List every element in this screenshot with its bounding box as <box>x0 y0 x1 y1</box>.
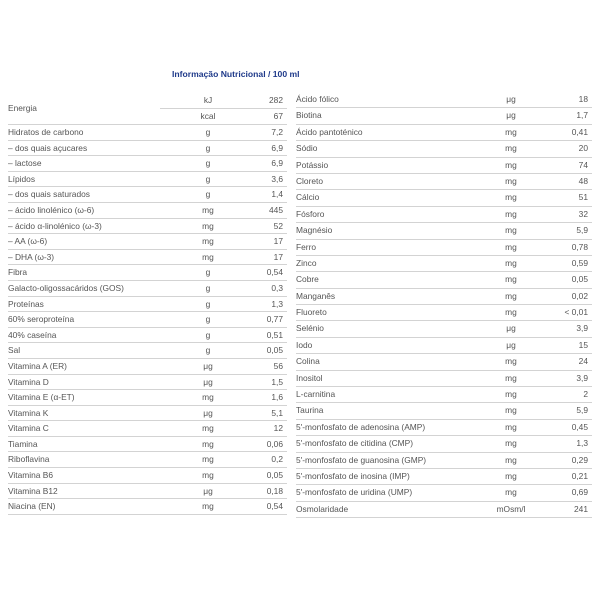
nutrient-name: Inositol <box>296 372 323 383</box>
nutrient-unit: mg <box>202 501 214 512</box>
nutrient-unit: mg <box>505 143 517 154</box>
nutrient-name: Vitamina C <box>8 423 49 434</box>
table-row <box>296 223 592 239</box>
nutrient-name: Osmolaridade <box>296 503 349 514</box>
nutrient-unit: mg <box>505 126 517 137</box>
nutrient-name: Vitamina D <box>8 376 49 387</box>
table-row <box>296 420 592 436</box>
table-row <box>8 219 287 235</box>
nutrient-value: 0,05 <box>266 345 283 356</box>
nutrient-unit: mg <box>202 236 214 247</box>
nutrient-value: 0,2 <box>271 454 283 465</box>
nutrient-unit: mg <box>505 372 517 383</box>
nutrient-unit: mg <box>505 257 517 268</box>
nutrient-value: 0,29 <box>571 454 588 465</box>
nutrient-unit: mg <box>202 392 214 403</box>
nutrient-value: 0,59 <box>571 257 588 268</box>
nutrient-name: Manganês <box>296 290 336 301</box>
nutrient-value: 3,9 <box>576 323 588 334</box>
nutrient-value: 1,3 <box>576 438 588 449</box>
nutrient-value: 0,51 <box>266 329 283 340</box>
nutrient-unit: mg <box>202 204 214 215</box>
nutrient-value: 1,7 <box>576 110 588 121</box>
nutrient-name: Proteínas <box>8 298 44 309</box>
nutrient-unit: g <box>205 329 211 340</box>
table-row <box>8 265 287 281</box>
nutrient-unit: g <box>205 142 211 153</box>
nutrient-name: – AA (ω-6) <box>8 236 48 247</box>
nutrient-value: 0,77 <box>266 314 283 325</box>
nutrient-unit: μg <box>506 323 516 334</box>
table-row <box>296 403 592 419</box>
nutrient-value: 3,9 <box>576 372 588 383</box>
nutrient-name: Colina <box>296 356 320 367</box>
energy-kcal-value: 67 <box>273 111 283 121</box>
nutrient-unit: mg <box>505 208 517 219</box>
nutrient-value: 0,21 <box>571 470 588 481</box>
nutrient-unit: μg <box>203 376 213 387</box>
nutrient-name: – lactose <box>8 158 42 169</box>
nutrient-name: Vitamina K <box>8 407 49 418</box>
nutrient-name: Vitamina E (α-ET) <box>8 392 75 403</box>
nutrient-value: 18 <box>578 94 588 104</box>
nutrient-value: 0,06 <box>266 438 283 449</box>
table-row <box>8 452 287 468</box>
table-row <box>296 354 592 370</box>
nutrient-value: 56 <box>273 360 283 371</box>
table-row <box>296 371 592 387</box>
nutrient-value: 48 <box>578 175 588 186</box>
nutrient-name: 5'-monfosfato de citidina (CMP) <box>296 438 414 449</box>
nutrient-value: 17 <box>273 251 283 262</box>
nutrient-value: 0,54 <box>266 501 283 512</box>
nutrient-value: 445 <box>269 204 283 215</box>
table-row <box>296 207 592 223</box>
nutrient-value: 6,9 <box>271 158 283 169</box>
nutrient-unit: g <box>205 173 211 184</box>
table-row <box>296 256 592 272</box>
table-row <box>8 328 287 344</box>
nutrient-value: 3,6 <box>271 173 283 184</box>
nutrient-value: 1,6 <box>271 392 283 403</box>
table-row <box>296 289 592 305</box>
nutrient-name: Riboflavina <box>8 454 50 465</box>
table-title: Informação Nutricional / 100 ml <box>172 69 300 79</box>
nutrient-unit: g <box>205 314 211 325</box>
nutrient-name: – DHA (ω-3) <box>8 251 55 262</box>
nutrient-unit: mOsm/l <box>496 503 526 514</box>
nutrient-name: Cálcio <box>296 192 320 203</box>
table-row <box>296 502 592 518</box>
nutrient-value: 5,1 <box>271 407 283 418</box>
nutrient-unit: mg <box>505 290 517 301</box>
table-row <box>8 234 287 250</box>
nutrient-name: Tiamina <box>8 438 38 449</box>
table-row <box>8 187 287 203</box>
nutrient-name: Selénio <box>296 323 324 334</box>
nutrient-value: 0,69 <box>571 487 588 498</box>
table-row <box>8 203 287 219</box>
nutrient-value: 17 <box>273 236 283 247</box>
nutrient-unit: g <box>205 267 211 278</box>
nutrient-name: 5'-monfosfato de inosina (IMP) <box>296 470 410 481</box>
table-row <box>296 92 592 108</box>
table-row <box>296 485 592 501</box>
nutrient-value: 6,9 <box>271 142 283 153</box>
table-row <box>296 387 592 403</box>
nutrient-name: Zinco <box>296 257 317 268</box>
nutrient-unit: mg <box>505 241 517 252</box>
nutrient-name: Biotina <box>296 110 322 121</box>
nutrient-unit: mg <box>202 220 214 231</box>
energy-kj-unit: kJ <box>203 95 213 105</box>
nutrient-value: 0,45 <box>571 421 588 432</box>
nutrient-name: Sal <box>8 345 21 356</box>
table-row <box>296 125 592 141</box>
nutrient-name: – dos quais saturados <box>8 189 90 200</box>
nutrient-unit: g <box>205 298 211 309</box>
nutrient-unit: mg <box>202 454 214 465</box>
nutrient-name: Lípidos <box>8 173 36 184</box>
table-row <box>296 174 592 190</box>
nutrient-name: 5'-monfosfato de guanosina (GMP) <box>296 454 427 465</box>
nutrient-unit: mg <box>505 454 517 465</box>
nutrient-value: 5,9 <box>576 225 588 236</box>
nutrient-unit: g <box>205 189 211 200</box>
nutrient-name: Hidratos de carbono <box>8 127 84 137</box>
nutrient-unit: mg <box>505 192 517 203</box>
nutrient-name: Vitamina A (ER) <box>8 360 67 371</box>
nutrient-name: Vitamina B6 <box>8 470 54 481</box>
nutrient-name: Iodo <box>296 339 313 350</box>
nutrient-value: 1,3 <box>271 298 283 309</box>
nutrient-name: Taurina <box>296 405 324 416</box>
nutrient-name: Cobre <box>296 274 319 285</box>
nutrient-unit: μg <box>203 407 213 418</box>
nutrient-unit: mg <box>505 389 517 400</box>
nutrient-name: – ácido α-linolénico (ω-3) <box>8 220 102 231</box>
nutrient-value: 0,02 <box>571 290 588 301</box>
nutrient-value: 0,78 <box>571 241 588 252</box>
table-row <box>296 321 592 337</box>
table-row <box>8 250 287 266</box>
nutrient-value: 74 <box>578 159 588 170</box>
nutrient-name: L-carnitina <box>296 389 336 400</box>
table-row <box>8 359 287 375</box>
energy-kj-row <box>160 92 287 109</box>
nutrient-unit: mg <box>505 274 517 285</box>
nutrient-unit: mg <box>505 307 517 318</box>
nutrient-unit: μg <box>506 94 516 104</box>
table-row <box>8 390 287 406</box>
table-row <box>296 108 592 124</box>
nutrient-name: Ferro <box>296 241 317 252</box>
nutrient-name: Galacto-oligossacáridos (GOS) <box>8 282 124 293</box>
nutrient-unit: g <box>205 158 211 169</box>
table-row <box>8 125 287 141</box>
nutrient-name: Ácido fólico <box>296 94 339 104</box>
nutrition-table-right <box>296 92 592 518</box>
table-row <box>8 421 287 437</box>
table-row <box>296 436 592 452</box>
nutrient-value: 12 <box>273 423 283 434</box>
table-row <box>8 468 287 484</box>
nutrient-unit: μg <box>203 485 213 496</box>
table-row <box>296 469 592 485</box>
nutrient-value: 32 <box>578 208 588 219</box>
nutrient-unit: g <box>205 345 211 356</box>
nutrient-unit: g <box>205 282 211 293</box>
table-row <box>8 312 287 328</box>
energy-label: Energia <box>8 103 37 113</box>
nutrient-unit: mg <box>505 487 517 498</box>
nutrient-value: 51 <box>578 192 588 203</box>
nutrient-unit: mg <box>202 470 214 481</box>
nutrient-name: Niacina (EN) <box>8 501 56 512</box>
table-row <box>8 141 287 157</box>
energy-kcal-unit: kcal <box>200 111 216 121</box>
table-row <box>8 297 287 313</box>
nutrient-value: 15 <box>578 339 588 350</box>
nutrient-unit: mg <box>505 405 517 416</box>
nutrient-name: Fósforo <box>296 208 325 219</box>
table-row <box>296 338 592 354</box>
nutrient-name: 5'-monfosfato de uridina (UMP) <box>296 487 413 498</box>
table-row <box>8 375 287 391</box>
nutrient-name: 60% seroproteína <box>8 314 75 325</box>
table-row <box>8 172 287 188</box>
table-row <box>296 240 592 256</box>
nutrient-name: Fluoreto <box>296 307 327 318</box>
nutrient-unit: mg <box>505 356 517 367</box>
nutrient-name: Ácido pantoténico <box>296 126 363 137</box>
nutrient-value: 2 <box>583 389 588 400</box>
nutrient-name: 40% caseína <box>8 329 57 340</box>
nutrient-value: 0,3 <box>271 282 283 293</box>
table-row <box>296 158 592 174</box>
energy-kcal-row <box>160 108 287 124</box>
nutrient-unit: mg <box>505 438 517 449</box>
table-row <box>8 343 287 359</box>
nutrient-unit: mg <box>202 251 214 262</box>
nutrient-unit: mg <box>202 423 214 434</box>
nutrient-name: Sódio <box>296 143 318 154</box>
nutrient-value: 1,5 <box>271 376 283 387</box>
nutrient-value: 0,54 <box>266 267 283 278</box>
nutrient-unit: mg <box>505 470 517 481</box>
nutrient-unit: μg <box>203 360 213 371</box>
nutrition-table-left <box>8 92 287 515</box>
nutrient-unit: mg <box>505 159 517 170</box>
table-row <box>296 190 592 206</box>
nutrient-value: 0,05 <box>266 470 283 481</box>
table-row <box>8 499 287 515</box>
nutrient-value: 0,41 <box>571 126 588 137</box>
nutrient-name: Cloreto <box>296 175 323 186</box>
nutrient-name: – dos quais açucares <box>8 142 88 153</box>
table-row <box>8 437 287 453</box>
nutrient-unit: μg <box>506 339 516 350</box>
nutrient-unit: μg <box>506 110 516 121</box>
nutrient-value: 1,4 <box>271 189 283 200</box>
nutrient-value: 0,18 <box>266 485 283 496</box>
nutrient-unit: mg <box>202 438 214 449</box>
nutrient-unit: mg <box>505 175 517 186</box>
nutrient-value: < 0,01 <box>564 307 588 318</box>
table-row <box>296 453 592 469</box>
nutrient-value: 7,2 <box>271 127 283 137</box>
nutrient-name: Fibra <box>8 267 28 278</box>
nutrient-name: Vitamina B12 <box>8 485 58 496</box>
table-row <box>296 272 592 288</box>
nutrient-value: 24 <box>578 356 588 367</box>
energy-row <box>8 92 287 125</box>
nutrient-name: Magnésio <box>296 225 333 236</box>
nutrient-unit: mg <box>505 225 517 236</box>
table-row <box>8 156 287 172</box>
table-row <box>8 281 287 297</box>
energy-kj-value: 282 <box>269 95 283 105</box>
table-row <box>296 305 592 321</box>
nutrient-unit: mg <box>505 421 517 432</box>
nutrient-value: 0,05 <box>571 274 588 285</box>
nutrient-name: – ácido linolénico (ω-6) <box>8 204 95 215</box>
table-row <box>8 406 287 422</box>
nutrient-value: 5,9 <box>576 405 588 416</box>
nutrient-name: Potássio <box>296 159 329 170</box>
nutrient-name: 5'-monfosfato de adenosina (AMP) <box>296 421 426 432</box>
nutrient-value: 20 <box>578 143 588 154</box>
table-row <box>296 141 592 157</box>
nutrient-unit: g <box>205 127 211 137</box>
nutrient-value: 241 <box>574 503 588 514</box>
table-row <box>8 484 287 500</box>
nutrient-value: 52 <box>273 220 283 231</box>
